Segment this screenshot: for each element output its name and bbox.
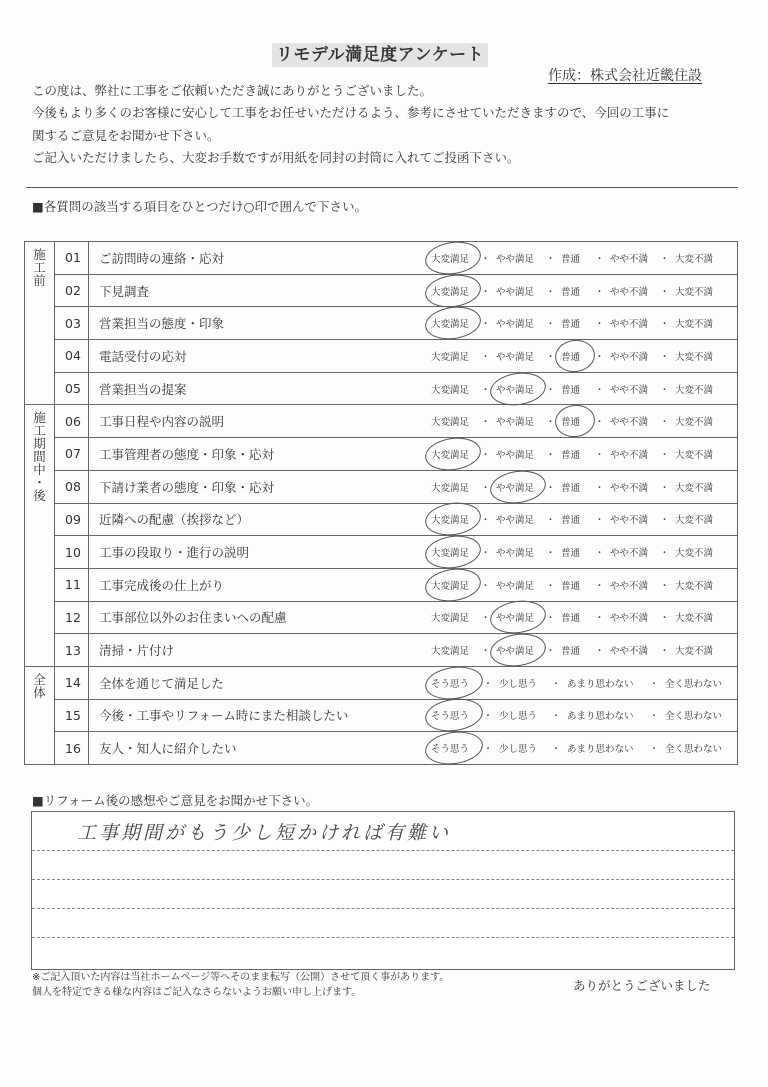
question-text: 下請け業者の態度・印象・応対 (89, 470, 420, 503)
section-label (25, 666, 55, 764)
question-text: 近隣への配慮（挨拶など） (89, 503, 420, 536)
option-separator: ・ (545, 384, 556, 396)
option-separator: ・ (545, 417, 556, 429)
option-separator: ・ (480, 580, 491, 592)
answer-option-selected[interactable]: 大変満足 (431, 512, 475, 526)
option-separator: ・ (545, 449, 556, 461)
answer-option[interactable]: やや満足 (496, 351, 535, 363)
question-text: 工事日程や内容の説明 (89, 405, 420, 438)
option-separator: ・ (659, 613, 670, 625)
footer-note-line: ※ご記入頂いた内容は当社ホームページ等へそのまま転写（公開）させて頂く事があります。 (32, 972, 450, 983)
question-text: 電話受付の応対 (89, 340, 420, 373)
answer-options (419, 536, 738, 569)
answer-option[interactable]: 大変不満 (675, 319, 714, 331)
answer-option[interactable]: 普通 (561, 580, 581, 592)
section-label-char: ・ (33, 475, 46, 491)
answer-option-selected[interactable]: やや満足 (496, 480, 540, 494)
answer-option[interactable]: 大変不満 (675, 515, 714, 527)
section-label-char: 全 (33, 671, 46, 687)
answer-options (419, 372, 738, 405)
footer-note (32, 970, 449, 1000)
option-separator: ・ (594, 351, 605, 363)
answer-options (419, 274, 738, 307)
option-separator: ・ (659, 646, 670, 658)
option-separator: ・ (480, 384, 491, 396)
answer-option-selected[interactable]: そう思う (431, 676, 477, 690)
option-separator: ・ (545, 351, 556, 363)
survey-title: リモデル満足度アンケート (272, 43, 488, 67)
option-separator: ・ (594, 548, 605, 560)
answer-option[interactable]: やや不満 (610, 580, 649, 592)
question-number: 03 (55, 307, 89, 340)
question-number: 14 (55, 666, 89, 699)
option-separator: ・ (483, 744, 493, 756)
answer-option[interactable]: 全く思わない (665, 744, 723, 756)
answer-option[interactable]: やや満足 (496, 515, 535, 527)
table-row (25, 340, 738, 373)
option-separator: ・ (551, 711, 561, 723)
option-separator: ・ (659, 482, 670, 494)
answer-option[interactable]: 大変不満 (675, 417, 714, 429)
option-separator: ・ (659, 286, 670, 298)
option-separator: ・ (594, 646, 605, 658)
comment-line (32, 879, 734, 880)
section-label-char: 工 (33, 260, 46, 275)
question-number: 06 (55, 405, 89, 438)
answer-option-selected[interactable]: そう思う (431, 741, 477, 755)
comment-box[interactable] (31, 811, 735, 970)
option-separator: ・ (594, 449, 605, 461)
option-separator: ・ (545, 613, 556, 625)
table-row (25, 732, 738, 765)
section-label-char: 工 (33, 423, 46, 439)
option-separator: ・ (480, 515, 491, 527)
answer-option-selected[interactable]: そう思う (431, 708, 477, 722)
option-separator: ・ (480, 449, 491, 461)
answer-option[interactable]: 普通 (561, 253, 581, 265)
answer-option[interactable]: やや満足 (496, 580, 535, 592)
instruction-text: ■各質問の該当する項目をひとつだけ○印で囲んで下さい。 (32, 199, 367, 214)
divider (26, 187, 738, 188)
answer-option[interactable]: 大変満足 (431, 646, 470, 658)
comment-line (32, 937, 734, 938)
question-text: 今後・工事やリフォーム時にまた相談したい (89, 699, 420, 732)
question-number: 12 (55, 601, 89, 634)
answer-option[interactable]: 大変不満 (675, 548, 714, 560)
option-separator: ・ (659, 319, 670, 331)
answer-option-selected[interactable]: 普通 (561, 349, 589, 363)
option-separator: ・ (551, 744, 561, 756)
question-number: 02 (55, 274, 89, 307)
section-label-char: 間 (33, 449, 46, 465)
answer-option[interactable]: 普通 (561, 449, 581, 461)
option-separator: ・ (480, 351, 491, 363)
answer-option[interactable]: あまり思わない (567, 678, 634, 690)
answer-option[interactable]: 大変不満 (675, 384, 714, 396)
option-separator: ・ (545, 286, 556, 298)
answer-options (419, 242, 738, 275)
answer-option[interactable]: やや不満 (610, 384, 649, 396)
answer-option[interactable]: やや不満 (610, 482, 649, 494)
answer-options (419, 340, 738, 373)
section-label-char: 後 (33, 488, 46, 504)
table-row (25, 634, 738, 667)
comment-label: ■リフォーム後の感想やご意見をお聞かせ下さい。 (32, 793, 319, 808)
section-label-char: 体 (33, 684, 46, 700)
option-separator: ・ (659, 580, 670, 592)
answer-option[interactable]: 普通 (561, 548, 581, 560)
answer-option[interactable]: 普通 (561, 515, 581, 527)
option-separator: ・ (480, 613, 491, 625)
answer-option[interactable]: やや満足 (496, 286, 535, 298)
answer-option-selected[interactable]: 普通 (561, 414, 589, 428)
answer-option[interactable]: 大変不満 (675, 646, 714, 658)
answer-option[interactable]: やや不満 (610, 253, 649, 265)
question-number: 04 (55, 340, 89, 373)
table-row (25, 405, 738, 438)
table-row (25, 274, 738, 307)
option-separator: ・ (659, 515, 670, 527)
comment-line (32, 850, 734, 851)
option-separator: ・ (483, 711, 493, 723)
answer-option[interactable]: やや不満 (610, 613, 649, 625)
answer-option[interactable]: あまり思わない (567, 711, 634, 723)
answer-option[interactable]: 少し思う (499, 744, 538, 756)
option-separator: ・ (649, 711, 659, 723)
answer-options (419, 568, 738, 601)
table-row (25, 242, 738, 275)
option-separator: ・ (480, 548, 491, 560)
question-number: 08 (55, 470, 89, 503)
option-separator: ・ (480, 417, 491, 429)
footer-note-line: 個人を特定できる様な内容はご記入なさらないようお願い申し上げます。 (32, 987, 362, 998)
question-text: 工事管理者の態度・印象・応対 (89, 438, 420, 471)
answer-options (419, 732, 738, 765)
option-separator: ・ (594, 482, 605, 494)
question-text: 下見調査 (89, 274, 420, 307)
answer-option[interactable]: 普通 (561, 384, 581, 396)
answer-option[interactable]: やや満足 (496, 548, 535, 560)
answer-option-selected[interactable]: やや満足 (496, 610, 540, 624)
option-separator: ・ (545, 646, 556, 658)
option-separator: ・ (545, 548, 556, 560)
option-separator: ・ (659, 384, 670, 396)
table-row (25, 536, 738, 569)
answer-option[interactable]: やや満足 (496, 253, 535, 265)
answer-option[interactable]: 普通 (561, 482, 581, 494)
option-separator: ・ (594, 319, 605, 331)
section-label-char: 前 (33, 273, 46, 288)
option-separator: ・ (594, 286, 605, 298)
question-text: ご訪問時の連絡・応対 (89, 242, 420, 275)
answer-option-selected[interactable]: やや満足 (496, 382, 540, 396)
answer-option-selected[interactable]: 大変満足 (431, 578, 475, 592)
answer-option[interactable]: やや不満 (610, 646, 649, 658)
option-separator: ・ (594, 515, 605, 527)
answer-options (419, 405, 738, 438)
option-separator: ・ (659, 449, 670, 461)
option-separator: ・ (594, 253, 605, 265)
option-separator: ・ (659, 253, 670, 265)
option-separator: ・ (659, 417, 670, 429)
question-text: 工事完成後の仕上がり (89, 568, 420, 601)
answer-option-selected[interactable]: 大変満足 (431, 545, 475, 559)
answer-option[interactable]: 全く思わない (665, 711, 723, 723)
option-separator: ・ (594, 580, 605, 592)
option-separator: ・ (480, 253, 491, 265)
table-row (25, 666, 738, 699)
answer-option[interactable]: やや不満 (610, 286, 649, 298)
answer-option[interactable]: 普通 (561, 286, 581, 298)
answer-options (419, 666, 738, 699)
question-number: 09 (55, 503, 89, 536)
question-text: 営業担当の提案 (89, 372, 420, 405)
question-text: 工事部位以外のお住まいへの配慮 (89, 601, 420, 634)
answer-option[interactable]: やや満足 (496, 417, 535, 429)
answer-option[interactable]: 大変満足 (431, 482, 470, 494)
answer-option[interactable]: やや不満 (610, 548, 649, 560)
answer-options (419, 470, 738, 503)
answer-option[interactable]: 大変不満 (675, 613, 714, 625)
answer-option[interactable]: やや満足 (496, 319, 535, 331)
answer-option[interactable]: やや不満 (610, 417, 649, 429)
answer-options (419, 503, 738, 536)
question-number: 01 (55, 242, 89, 275)
table-row (25, 438, 738, 471)
answer-option[interactable]: 大変不満 (675, 286, 714, 298)
option-separator: ・ (480, 482, 491, 494)
option-separator: ・ (545, 482, 556, 494)
answer-option[interactable]: 大変不満 (675, 482, 714, 494)
answer-option[interactable]: 大変不満 (675, 449, 714, 461)
answer-option[interactable]: 大変満足 (431, 384, 470, 396)
answer-option[interactable]: やや満足 (496, 449, 535, 461)
question-text: 工事の段取り・進行の説明 (89, 536, 420, 569)
table-row (25, 307, 738, 340)
answer-options (419, 634, 738, 667)
intro-line: この度は、弊社に工事をご依頼いただき誠にありがとうございました。 (32, 83, 433, 98)
answer-option[interactable]: 少し思う (499, 678, 538, 690)
table-row (25, 601, 738, 634)
intro-line: ご記入いただけましたら、大変お手数ですが用紙を同封の封筒に入れてご投函下さい。 (32, 149, 520, 165)
table-row (25, 568, 738, 601)
question-number: 07 (55, 438, 89, 471)
question-number: 10 (55, 536, 89, 569)
section-label (25, 405, 55, 667)
answer-option[interactable]: 大変不満 (675, 580, 714, 592)
answer-options (419, 601, 738, 634)
answer-option-selected[interactable]: やや満足 (496, 643, 540, 657)
option-separator: ・ (545, 580, 556, 592)
option-separator: ・ (649, 744, 659, 756)
question-text: 清掃・片付け (89, 634, 420, 667)
section-label-char: 中 (33, 462, 46, 478)
answer-option[interactable]: 大変満足 (431, 613, 470, 625)
table-row (25, 470, 738, 503)
intro-line: 関するご意見をお聞かせ下さい。 (32, 127, 220, 143)
section-label-char: 施 (33, 410, 46, 426)
handwritten-comment: 工事期間がもう少し短かければ有難い (77, 822, 452, 844)
thanks-text: ありがとうございました (573, 978, 711, 993)
question-number: 13 (55, 634, 89, 667)
option-separator: ・ (594, 384, 605, 396)
comment-line (32, 908, 734, 909)
answer-option[interactable]: 大変不満 (675, 253, 714, 265)
answer-option[interactable]: やや不満 (610, 351, 649, 363)
answer-option[interactable]: 大変満足 (431, 351, 470, 363)
question-text: 営業担当の態度・印象 (89, 307, 420, 340)
answer-option[interactable]: やや不満 (610, 319, 649, 331)
answer-options (419, 307, 738, 340)
answer-option[interactable]: 大変不満 (675, 351, 714, 363)
answer-option[interactable]: 大変満足 (431, 417, 470, 429)
option-separator: ・ (551, 678, 561, 690)
author-label: 作成：株式会社近畿住設 (548, 68, 702, 84)
option-separator: ・ (545, 515, 556, 527)
section-label-char: 施 (33, 247, 46, 262)
question-text: 全体を通じて満足した (89, 666, 420, 699)
table-row (25, 699, 738, 732)
table-row (25, 372, 738, 405)
answer-options (419, 438, 738, 471)
answer-options (419, 699, 738, 732)
survey-table (24, 241, 738, 765)
question-number: 15 (55, 699, 89, 732)
answer-option-selected[interactable]: 大変満足 (431, 251, 475, 265)
question-number: 11 (55, 568, 89, 601)
answer-option[interactable]: 普通 (561, 646, 581, 658)
option-separator: ・ (545, 253, 556, 265)
option-separator: ・ (594, 613, 605, 625)
answer-option[interactable]: 少し思う (499, 711, 538, 723)
answer-option-selected[interactable]: 大変満足 (431, 284, 475, 298)
option-separator: ・ (659, 351, 670, 363)
option-separator: ・ (659, 548, 670, 560)
intro-text (32, 80, 669, 169)
option-separator: ・ (594, 417, 605, 429)
option-separator: ・ (483, 678, 493, 690)
option-separator: ・ (545, 319, 556, 331)
section-label (25, 242, 55, 405)
answer-option[interactable]: 普通 (561, 319, 581, 331)
table-row (25, 503, 738, 536)
question-number: 05 (55, 372, 89, 405)
option-separator: ・ (649, 678, 659, 690)
option-separator: ・ (480, 286, 491, 298)
option-separator: ・ (480, 646, 491, 658)
answer-option[interactable]: 全く思わない (665, 678, 723, 690)
option-separator: ・ (480, 319, 491, 331)
question-number: 16 (55, 732, 89, 765)
question-text: 友人・知人に紹介したい (89, 732, 420, 765)
answer-option[interactable]: やや不満 (610, 515, 649, 527)
section-label-char: 期 (33, 436, 46, 452)
answer-option[interactable]: やや不満 (610, 449, 649, 461)
answer-option[interactable]: 普通 (561, 613, 581, 625)
answer-option-selected[interactable]: 大変満足 (431, 447, 475, 461)
answer-option-selected[interactable]: 大変満足 (431, 316, 475, 330)
intro-line: 今後もより多くのお客様に安心して工事をお任せいただけるよう、参考にさせていただきますので、今回の工事に (32, 105, 670, 121)
answer-option[interactable]: あまり思わない (567, 744, 634, 756)
